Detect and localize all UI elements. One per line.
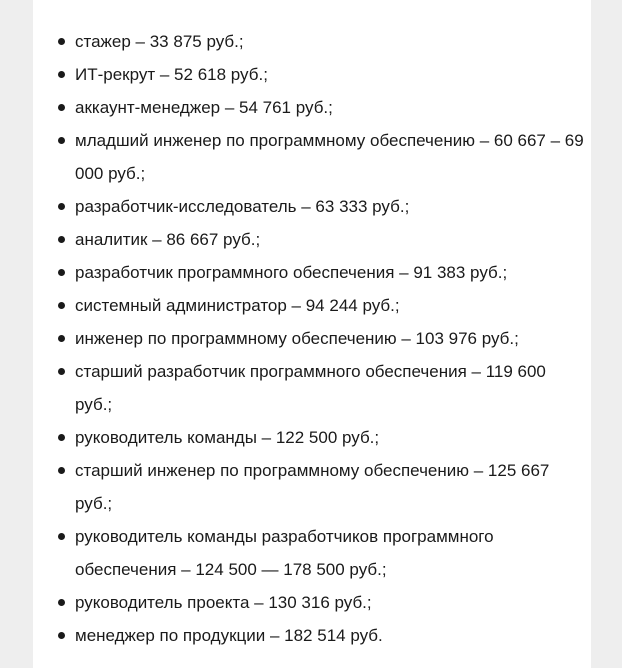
bullet-icon [58,302,65,309]
bullet-icon [58,38,65,45]
list-item [75,223,585,256]
bullet-icon [58,632,65,639]
list-item [75,619,585,652]
list-item [75,124,585,190]
list-item [75,421,585,454]
list-item-text: инженер по программному обеспечению – 103 976 руб.; [75,329,519,348]
bullet-icon [58,533,65,540]
list-item [75,520,585,586]
list-item [75,355,585,421]
list-item [75,322,585,355]
list-item-text: руководитель проекта – 130 316 руб.; [75,593,372,612]
list-item-text: руководитель команды – 122 500 руб.; [75,428,380,447]
list-item-text: аналитик – 86 667 руб.; [75,230,261,249]
list-item-text: аккаунт-менеджер – 54 761 руб.; [75,98,333,117]
list-item-text: младший инженер по программному обеспечению – 60 667 – 69 000 руб.; [75,131,584,183]
list-item [75,190,585,223]
list-item [75,256,585,289]
bullet-icon [58,368,65,375]
bullet-icon [58,71,65,78]
list-item-text: разработчик программного обеспечения – 91 383 руб.; [75,263,508,282]
list-item [75,586,585,619]
bullet-icon [58,236,65,243]
bullet-icon [58,599,65,606]
list-item [75,454,585,520]
list-item-text: стажер – 33 875 руб.; [75,32,244,51]
list-item-text: ИТ-рекрут – 52 618 руб.; [75,65,268,84]
bullet-icon [58,269,65,276]
list-item [75,91,585,124]
list-item-text: руководитель команды разработчиков программного обеспечения – 124 500 — 178 500 руб.; [75,527,494,579]
list-item [75,25,585,58]
list-item-text: менеджер по продукции – 182 514 руб. [75,626,383,645]
bullet-icon [58,335,65,342]
bullet-icon [58,467,65,474]
list-item [75,58,585,91]
list-item-text: старший разработчик программного обеспечения – 119 600 руб.; [75,362,546,414]
list-item-text: разработчик-исследователь – 63 333 руб.; [75,197,410,216]
list-item-text: старший инженер по программному обеспечению – 125 667 руб.; [75,461,550,513]
bullet-icon [58,434,65,441]
bullet-icon [58,137,65,144]
document-page [33,0,591,668]
bullet-icon [58,203,65,210]
list-item [75,289,585,322]
bullet-icon [58,104,65,111]
salary-list [75,25,585,652]
list-item-text: системный администратор – 94 244 руб.; [75,296,400,315]
